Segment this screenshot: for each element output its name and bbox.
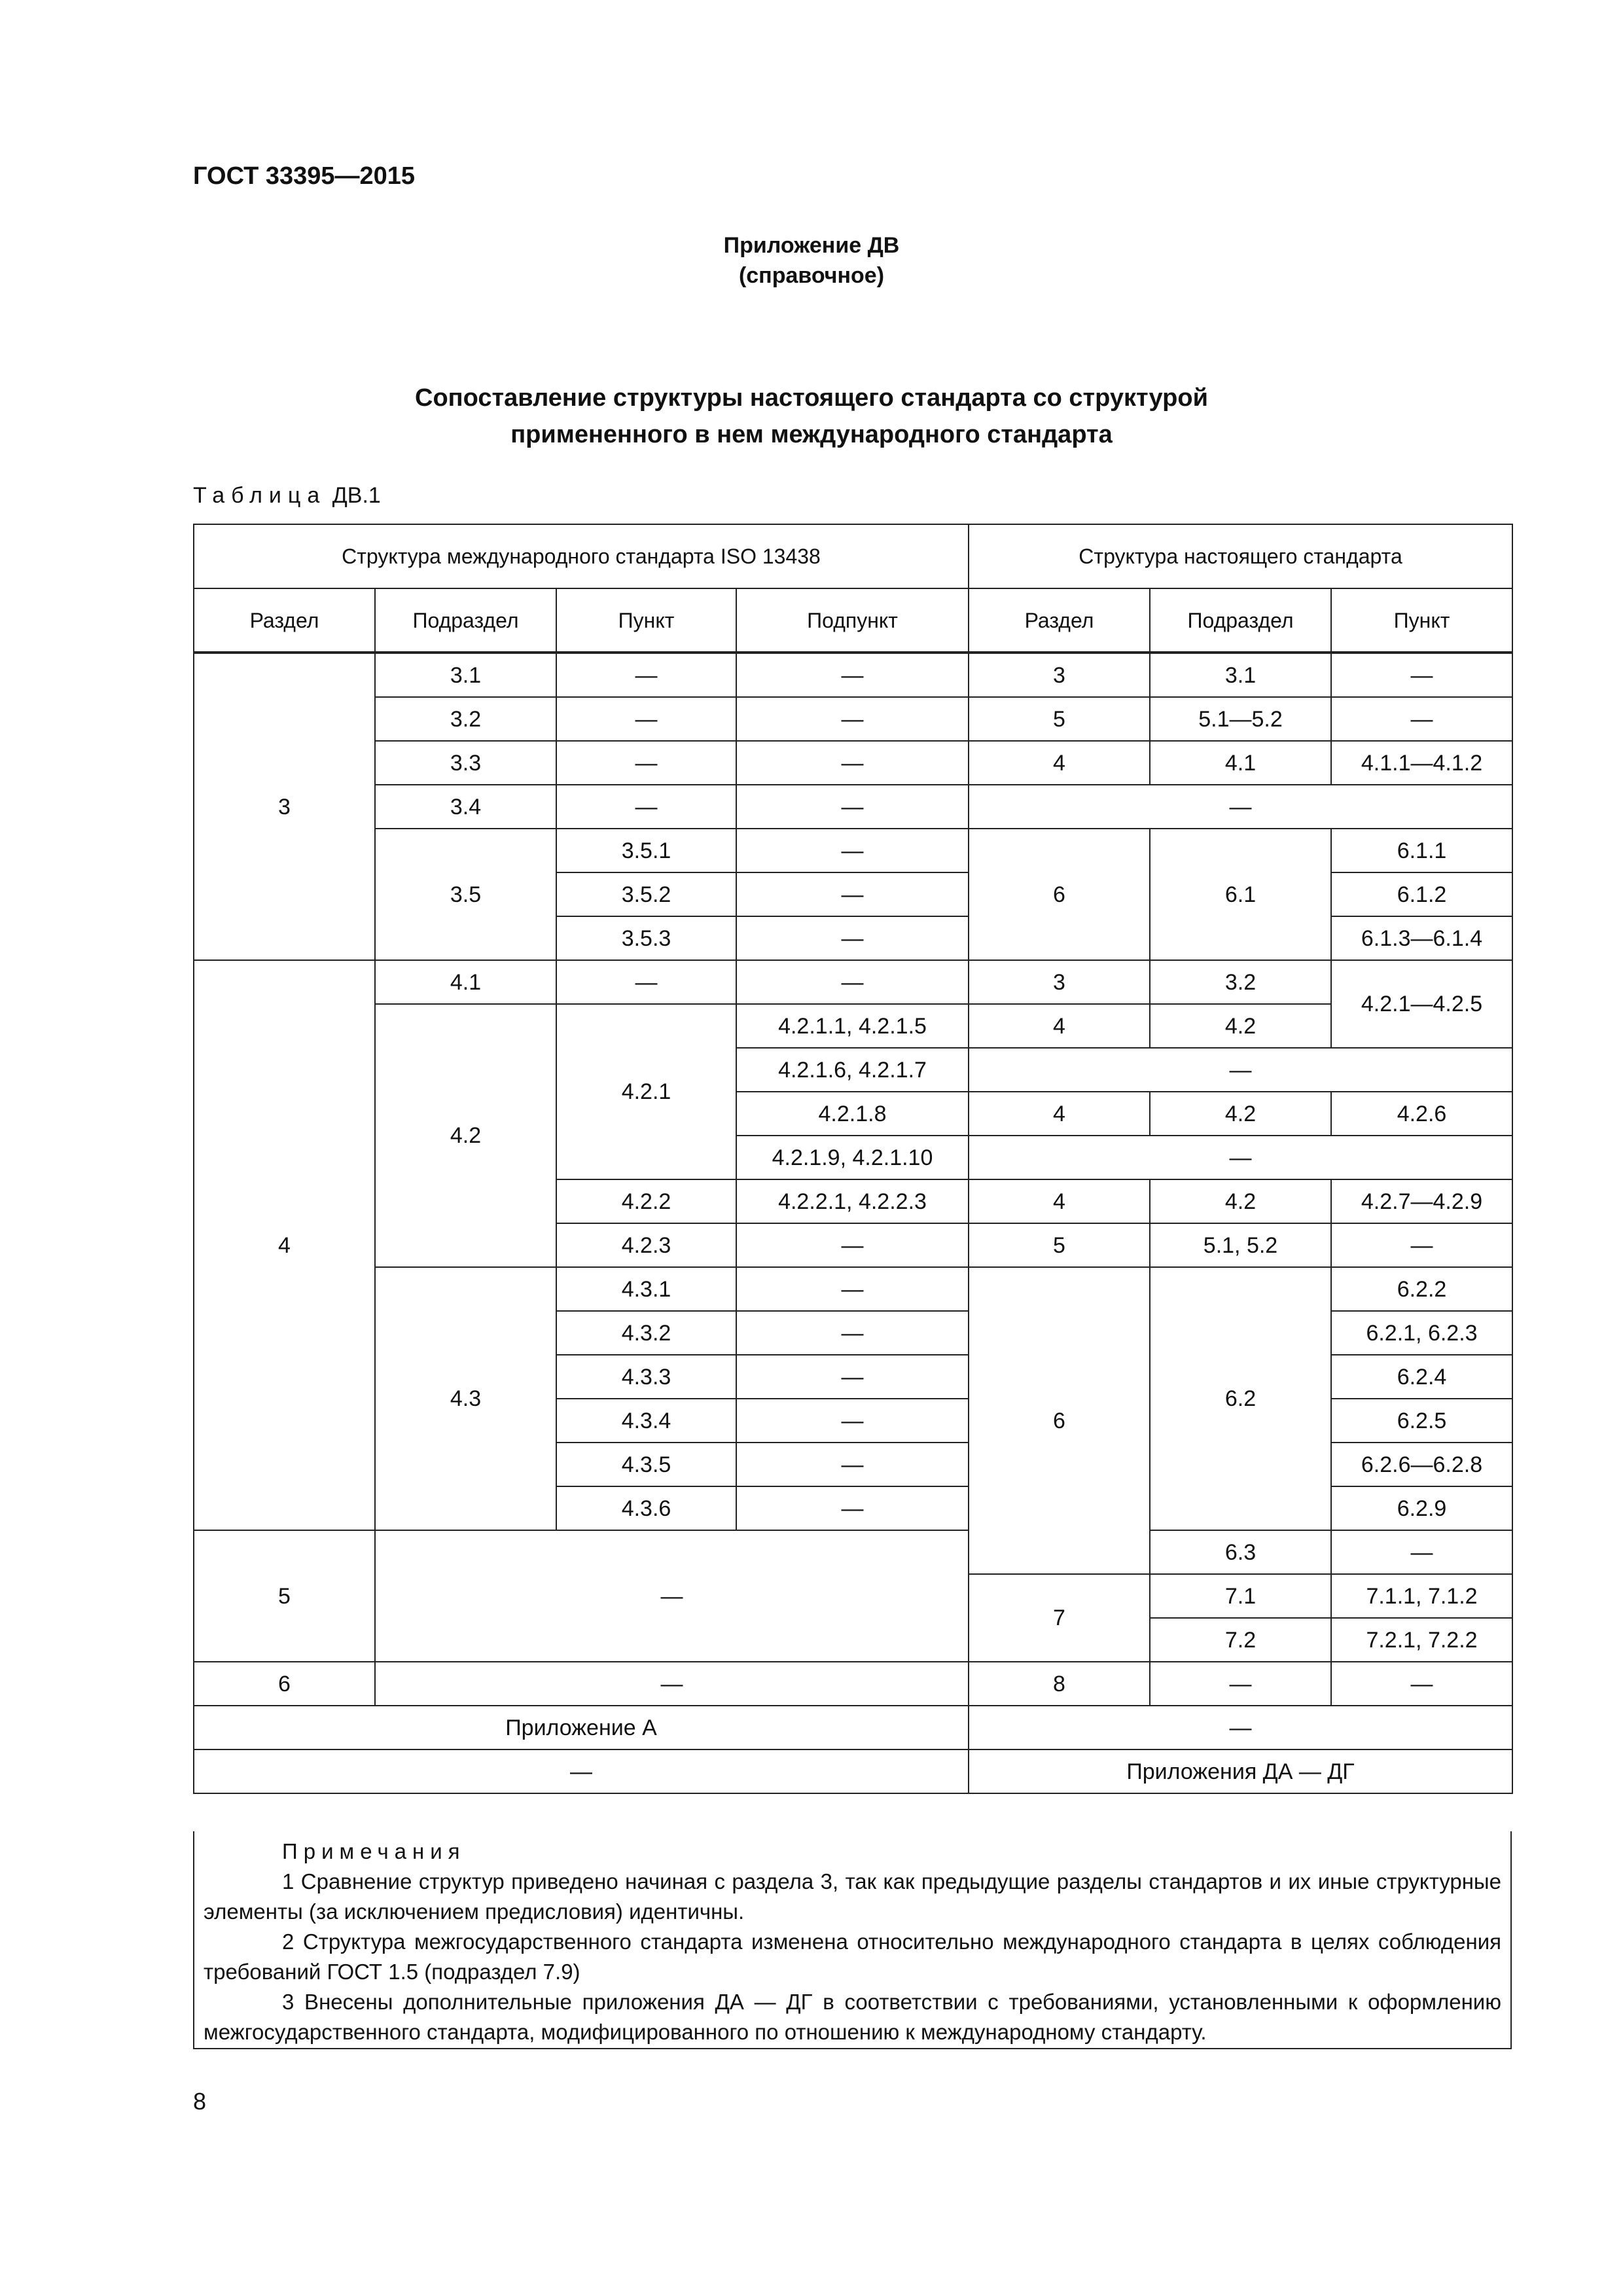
table-cell: 4.2.6 [1331, 1092, 1512, 1136]
table-cell: 6.2 [1150, 1267, 1331, 1530]
table-cell: 7.1 [1150, 1574, 1331, 1618]
table-label-id: ДВ.1 [332, 483, 381, 508]
table-label-word: Таблица [193, 483, 327, 508]
table-cell: 4.1 [1150, 741, 1331, 785]
table-cell: — [1331, 697, 1512, 741]
group-header-this: Структура настоящего стандарта [969, 524, 1512, 588]
table-cell: 3.5.3 [556, 916, 736, 960]
table-cell: 4.2.3 [556, 1223, 736, 1267]
table-cell: 7.2 [1150, 1618, 1331, 1662]
table-cell: — [1331, 1223, 1512, 1267]
table-cell: 8 [969, 1662, 1150, 1706]
table-row [194, 741, 1512, 785]
table-cell: 3.5 [375, 829, 556, 960]
column-header: Раздел [194, 588, 375, 653]
table-cell: 3.5.2 [556, 872, 736, 916]
table-cell: 4.3.6 [556, 1486, 736, 1530]
table-row [194, 960, 1512, 1004]
table-cell: — [556, 785, 736, 829]
table-cell: — [969, 1048, 1512, 1092]
table-cell: 6.1 [1150, 829, 1331, 960]
note-item: 3 Внесены дополнительные приложения ДА — ДГ в соответствии с требованиями, установленными к оформлению межгосударственного стандарта, модифицированного по отношению к международному стандарту. [204, 1990, 1501, 2044]
table-cell: 4.2.1—4.2.5 [1331, 960, 1512, 1048]
column-header: Пункт [556, 588, 736, 653]
table-cell: 4.2 [1150, 1179, 1331, 1223]
table-cell: 5 [969, 697, 1150, 741]
table-cell: — [1150, 1662, 1331, 1706]
notes-heading: Примечания [282, 1839, 466, 1863]
table-cell: 4.2 [1150, 1092, 1331, 1136]
table-cell: 4.2.7—4.2.9 [1331, 1179, 1512, 1223]
table-cell: 4.2 [375, 1004, 556, 1267]
table-cell: 4 [969, 1179, 1150, 1223]
page-number: 8 [193, 2088, 207, 2115]
table-cell: — [556, 960, 736, 1004]
table-cell: 6.2.6—6.2.8 [1331, 1443, 1512, 1486]
table-cell: — [736, 653, 969, 697]
table-cell: — [375, 1530, 969, 1662]
table-cell: — [736, 1486, 969, 1530]
table-cell: — [556, 653, 736, 697]
table-cell: — [1331, 653, 1512, 697]
table-cell: — [736, 1355, 969, 1399]
table-cell: — [736, 1267, 969, 1311]
table-cell: 4.1 [375, 960, 556, 1004]
table-cell: 5.1—5.2 [1150, 697, 1331, 741]
table-cell: — [736, 785, 969, 829]
table-cell: Приложение А [194, 1706, 969, 1749]
table-row [194, 653, 1512, 697]
table-cell: 4 [969, 741, 1150, 785]
table-cell: 3.4 [375, 785, 556, 829]
table-cell: — [969, 1706, 1512, 1749]
table-cell: 5 [969, 1223, 1150, 1267]
table-row [194, 697, 1512, 741]
table-cell: — [736, 1311, 969, 1355]
table-notes [193, 1831, 1512, 2049]
table-cell: 4.2.2 [556, 1179, 736, 1223]
column-header: Подпункт [736, 588, 969, 653]
table-cell: 6 [969, 1267, 1150, 1574]
table-cell: — [969, 1136, 1512, 1179]
table-cell: 6.2.1, 6.2.3 [1331, 1311, 1512, 1355]
group-header-iso: Структура международного стандарта ISO 13438 [194, 524, 969, 588]
table-cell: 4.3 [375, 1267, 556, 1530]
table-title [0, 380, 1623, 453]
table-cell: 5 [194, 1530, 375, 1662]
table-cell: 4.3.4 [556, 1399, 736, 1443]
table-cell: 7.2.1, 7.2.2 [1331, 1618, 1512, 1662]
table-cell: — [556, 741, 736, 785]
table-cell: 3.2 [1150, 960, 1331, 1004]
table-cell: 3 [969, 653, 1150, 697]
table-cell: 4 [969, 1004, 1150, 1048]
table-row [194, 1530, 1512, 1574]
table-cell: 4.2.1.9, 4.2.1.10 [736, 1136, 969, 1179]
table-cell: — [736, 1443, 969, 1486]
table-cell: — [736, 1223, 969, 1267]
table-cell: 3 [969, 960, 1150, 1004]
table-cell: 6.1.1 [1331, 829, 1512, 872]
table-cell: 4.3.2 [556, 1311, 736, 1355]
table-cell: — [736, 741, 969, 785]
table-cell: — [194, 1749, 969, 1793]
table-cell: 4.3.1 [556, 1267, 736, 1311]
table-cell: — [1331, 1530, 1512, 1574]
table-cell: 6 [194, 1662, 375, 1706]
table-cell: 3.1 [1150, 653, 1331, 697]
table-cell: 4.2.1.1, 4.2.1.5 [736, 1004, 969, 1048]
table-cell: 3 [194, 653, 375, 960]
document-header: ГОСТ 33395—2015 [193, 162, 416, 190]
table-row [194, 1706, 1512, 1749]
table-cell: 3.1 [375, 653, 556, 697]
appendix-title: Приложение ДВ [723, 233, 900, 258]
appendix-type: (справочное) [738, 263, 885, 288]
table-cell: 4.3.3 [556, 1355, 736, 1399]
table-cell: 3.3 [375, 741, 556, 785]
title-line-2: примененного в нем международного стандарта [510, 421, 1113, 448]
column-header: Раздел [969, 588, 1150, 653]
table-cell: 7.1.1, 7.1.2 [1331, 1574, 1512, 1618]
table-cell: 4 [194, 960, 375, 1530]
table-column-header-row [194, 588, 1512, 653]
table-cell: 6.1.3—6.1.4 [1331, 916, 1512, 960]
table-row [194, 1662, 1512, 1706]
table-cell: 4.2.1 [556, 1004, 736, 1179]
table-cell: 4.3.5 [556, 1443, 736, 1486]
note-item: 1 Сравнение структур приведено начиная с раздела 3, так как предыдущие разделы стандартов и их иные структурные элементы (за исключением предисловия) идентичны. [204, 1869, 1501, 1924]
table-cell: — [736, 960, 969, 1004]
table-group-header-row [194, 524, 1512, 588]
table-cell: 4 [969, 1092, 1150, 1136]
table-cell: 5.1, 5.2 [1150, 1223, 1331, 1267]
table-cell: — [1331, 1662, 1512, 1706]
table-cell: 7 [969, 1574, 1150, 1662]
table-cell: 6.2.4 [1331, 1355, 1512, 1399]
table-cell: 6.2.5 [1331, 1399, 1512, 1443]
table-cell: — [736, 829, 969, 872]
table-cell: 3.2 [375, 697, 556, 741]
table-cell: 4.2 [1150, 1004, 1331, 1048]
table-cell: 4.2.1.8 [736, 1092, 969, 1136]
table-cell: 6.2.9 [1331, 1486, 1512, 1530]
table-row [194, 785, 1512, 829]
table-label [193, 483, 381, 509]
table-cell: 3.5.1 [556, 829, 736, 872]
table-row [194, 1267, 1512, 1311]
title-line-1: Сопоставление структуры настоящего стандарта со структурой [415, 384, 1208, 412]
table-cell: 6.2.2 [1331, 1267, 1512, 1311]
table-cell: 4.2.2.1, 4.2.2.3 [736, 1179, 969, 1223]
table-cell: — [736, 872, 969, 916]
note-item: 2 Структура межгосударственного стандарта изменена относительно международного стандарта в целях соблюдения требований ГОСТ 1.5 (подраздел 7.9) [204, 1929, 1501, 1984]
table-cell: — [736, 916, 969, 960]
table-cell: 6 [969, 829, 1150, 960]
table-cell: Приложения ДА — ДГ [969, 1749, 1512, 1793]
table-cell: 4.1.1—4.1.2 [1331, 741, 1512, 785]
table-cell: 4.2.1.6, 4.2.1.7 [736, 1048, 969, 1092]
table-cell: — [556, 697, 736, 741]
table-row [194, 1004, 1512, 1048]
column-header: Подраздел [375, 588, 556, 653]
appendix-heading [0, 230, 1623, 291]
column-header: Пункт [1331, 588, 1512, 653]
table-cell: — [736, 697, 969, 741]
comparison-table [193, 524, 1513, 1794]
table-cell: — [969, 785, 1512, 829]
table-cell: 6.1.2 [1331, 872, 1512, 916]
table-row [194, 1749, 1512, 1793]
table-cell: — [375, 1662, 969, 1706]
table-cell: — [736, 1399, 969, 1443]
column-header: Подраздел [1150, 588, 1331, 653]
table-row [194, 829, 1512, 872]
table-cell: 6.3 [1150, 1530, 1331, 1574]
